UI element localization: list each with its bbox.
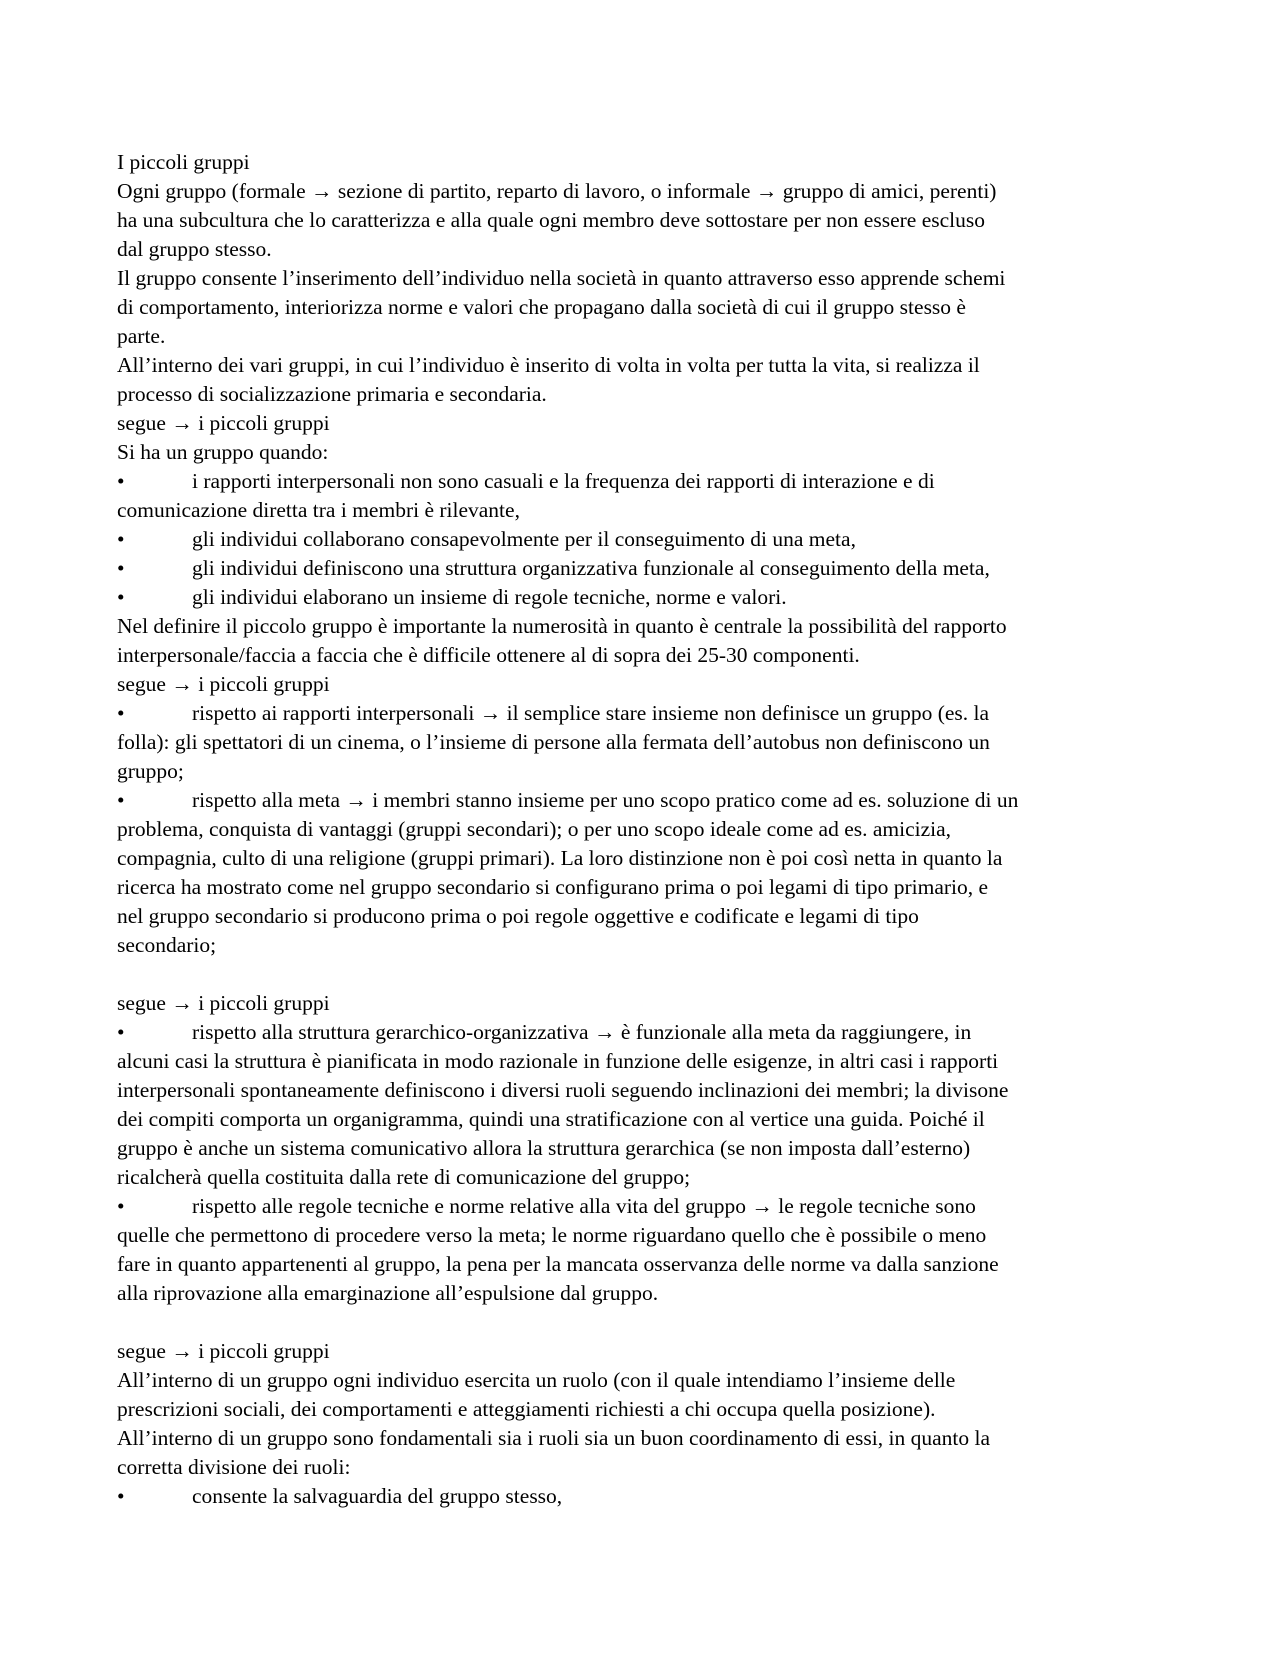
text-line: gruppo è anche un sistema comunicativo allora la struttura gerarchica (se non imposta dall’esterno) (117, 1136, 971, 1160)
bullet-item (117, 699, 1167, 728)
text-line: processo di socializzazione primaria e secondaria. (117, 382, 547, 406)
bullet-text: gli individui definiscono una struttura organizzativa funzionale al conseguimento della meta, (192, 556, 990, 580)
bullet-marker: • (117, 469, 125, 493)
text-line: prescrizioni sociali, dei comportamenti e atteggiamenti richiesti a chi occupa quella posizione). (117, 1397, 936, 1421)
bullet-item (117, 525, 1167, 554)
document-body (117, 148, 1167, 1511)
bullet-text: gli individui collaborano consapevolmente per il conseguimento di una meta, (192, 527, 856, 551)
bullet-item (117, 1482, 1167, 1511)
text-line: alla riprovazione alla emarginazione all’espulsione dal gruppo. (117, 1281, 659, 1305)
text-line: interpersonali spontaneamente definiscono i diversi ruoli seguendo inclinazioni dei membri; la divisone (117, 1078, 1009, 1102)
bullet-marker: • (117, 585, 125, 609)
bullet-marker: • (117, 556, 125, 580)
bullet-text: consente la salvaguardia del gruppo stesso, (192, 1484, 563, 1508)
bullet-marker: • (117, 527, 125, 551)
bullet-text: gli individui elaborano un insieme di regole tecniche, norme e valori. (192, 585, 787, 609)
bullet-marker: • (117, 1020, 125, 1044)
bullet-item (117, 1018, 1167, 1047)
text-line: Si ha un gruppo quando: (117, 440, 329, 464)
text-line: ha una subcultura che lo caratterizza e alla quale ogni membro deve sottostare per non essere escluso (117, 208, 985, 232)
text-line: ricerca ha mostrato come nel gruppo secondario si configurano prima o poi legami di tipo primario, e (117, 875, 989, 899)
text-line: Nel definire il piccolo gruppo è importante la numerosità in quanto è centrale la possibilità del rapporto (117, 614, 1007, 638)
bullet-marker: • (117, 1194, 125, 1218)
text-line: di comportamento, interiorizza norme e valori che propagano dalla società di cui il gruppo stesso è (117, 295, 966, 319)
bullet-text: rispetto alla struttura gerarchico-organizzativa → è funzionale alla meta da raggiungere, in (192, 1020, 972, 1044)
text-line: Il gruppo consente l’inserimento dell’individuo nella società in quanto attraverso esso apprende schemi (117, 266, 1006, 290)
bullet-item (117, 583, 1167, 612)
text-line: segue → i piccoli gruppi (117, 1339, 330, 1363)
text-line: segue → i piccoli gruppi (117, 672, 330, 696)
text-line: dei compiti comporta un organigramma, quindi una stratificazione con al vertice una guida. Poiché il (117, 1107, 985, 1131)
text-line: segue → i piccoli gruppi (117, 991, 330, 1015)
text-line: All’interno dei vari gruppi, in cui l’individuo è inserito di volta in volta per tutta la vita, si realizza il (117, 353, 980, 377)
text-line: gruppo; (117, 759, 184, 783)
bullet-item (117, 1192, 1167, 1221)
text-line: dal gruppo stesso. (117, 237, 272, 261)
text-line: segue → i piccoli gruppi (117, 411, 330, 435)
text-line: problema, conquista di vantaggi (gruppi secondari); o per uno scopo ideale come ad es. amicizia, (117, 817, 952, 841)
bullet-item (117, 786, 1167, 815)
text-line: corretta divisione dei ruoli: (117, 1455, 351, 1479)
bullet-marker: • (117, 1484, 125, 1508)
bullet-text: i rapporti interpersonali non sono casuali e la frequenza dei rapporti di interazione e di (192, 469, 935, 493)
bullet-text: rispetto alla meta → i membri stanno insieme per uno scopo pratico come ad es. soluzione di un (192, 788, 1019, 812)
bullet-marker: • (117, 788, 125, 812)
text-line: alcuni casi la struttura è pianificata in modo razionale in funzione delle esigenze, in altri casi i rapporti (117, 1049, 999, 1073)
text-line: parte. (117, 324, 166, 348)
bullet-marker: • (117, 701, 125, 725)
text-line: fare in quanto appartenenti al gruppo, la pena per la mancata osservanza delle norme va dalla sanzione (117, 1252, 999, 1276)
text-line: ricalcherà quella costituita dalla rete di comunicazione del gruppo; (117, 1165, 691, 1189)
text-line: comunicazione diretta tra i membri è rilevante, (117, 498, 520, 522)
text-line: All’interno di un gruppo ogni individuo esercita un ruolo (con il quale intendiamo l’insieme delle (117, 1368, 956, 1392)
bullet-text: rispetto alle regole tecniche e norme relative alla vita del gruppo → le regole tecniche sono (192, 1194, 976, 1218)
text-line: Ogni gruppo (formale → sezione di partito, reparto di lavoro, o informale → gruppo di amici, perenti) (117, 179, 997, 203)
bullet-item (117, 467, 1167, 496)
bullet-text: rispetto ai rapporti interpersonali → il semplice stare insieme non definisce un gruppo (es. la (192, 701, 990, 725)
blank-line (117, 1308, 1167, 1337)
text-line: secondario; (117, 933, 217, 957)
bullet-item (117, 554, 1167, 583)
text-line: All’interno di un gruppo sono fondamentali sia i ruoli sia un buon coordinamento di essi, in quanto la (117, 1426, 990, 1450)
text-line: folla): gli spettatori di un cinema, o l’insieme di persone alla fermata dell’autobus non definiscono un (117, 730, 990, 754)
text-line: quelle che permettono di procedere verso la meta; le norme riguardano quello che è possibile o meno (117, 1223, 987, 1247)
text-line: compagnia, culto di una religione (gruppi primari). La loro distinzione non è poi così netta in quanto la (117, 846, 1003, 870)
text-line: interpersonale/faccia a faccia che è difficile ottenere al di sopra dei 25-30 componenti. (117, 643, 860, 667)
page-title: I piccoli gruppi (117, 150, 250, 174)
blank-line (117, 960, 1167, 989)
text-line: nel gruppo secondario si producono prima o poi regole oggettive e codificate e legami di tipo (117, 904, 919, 928)
